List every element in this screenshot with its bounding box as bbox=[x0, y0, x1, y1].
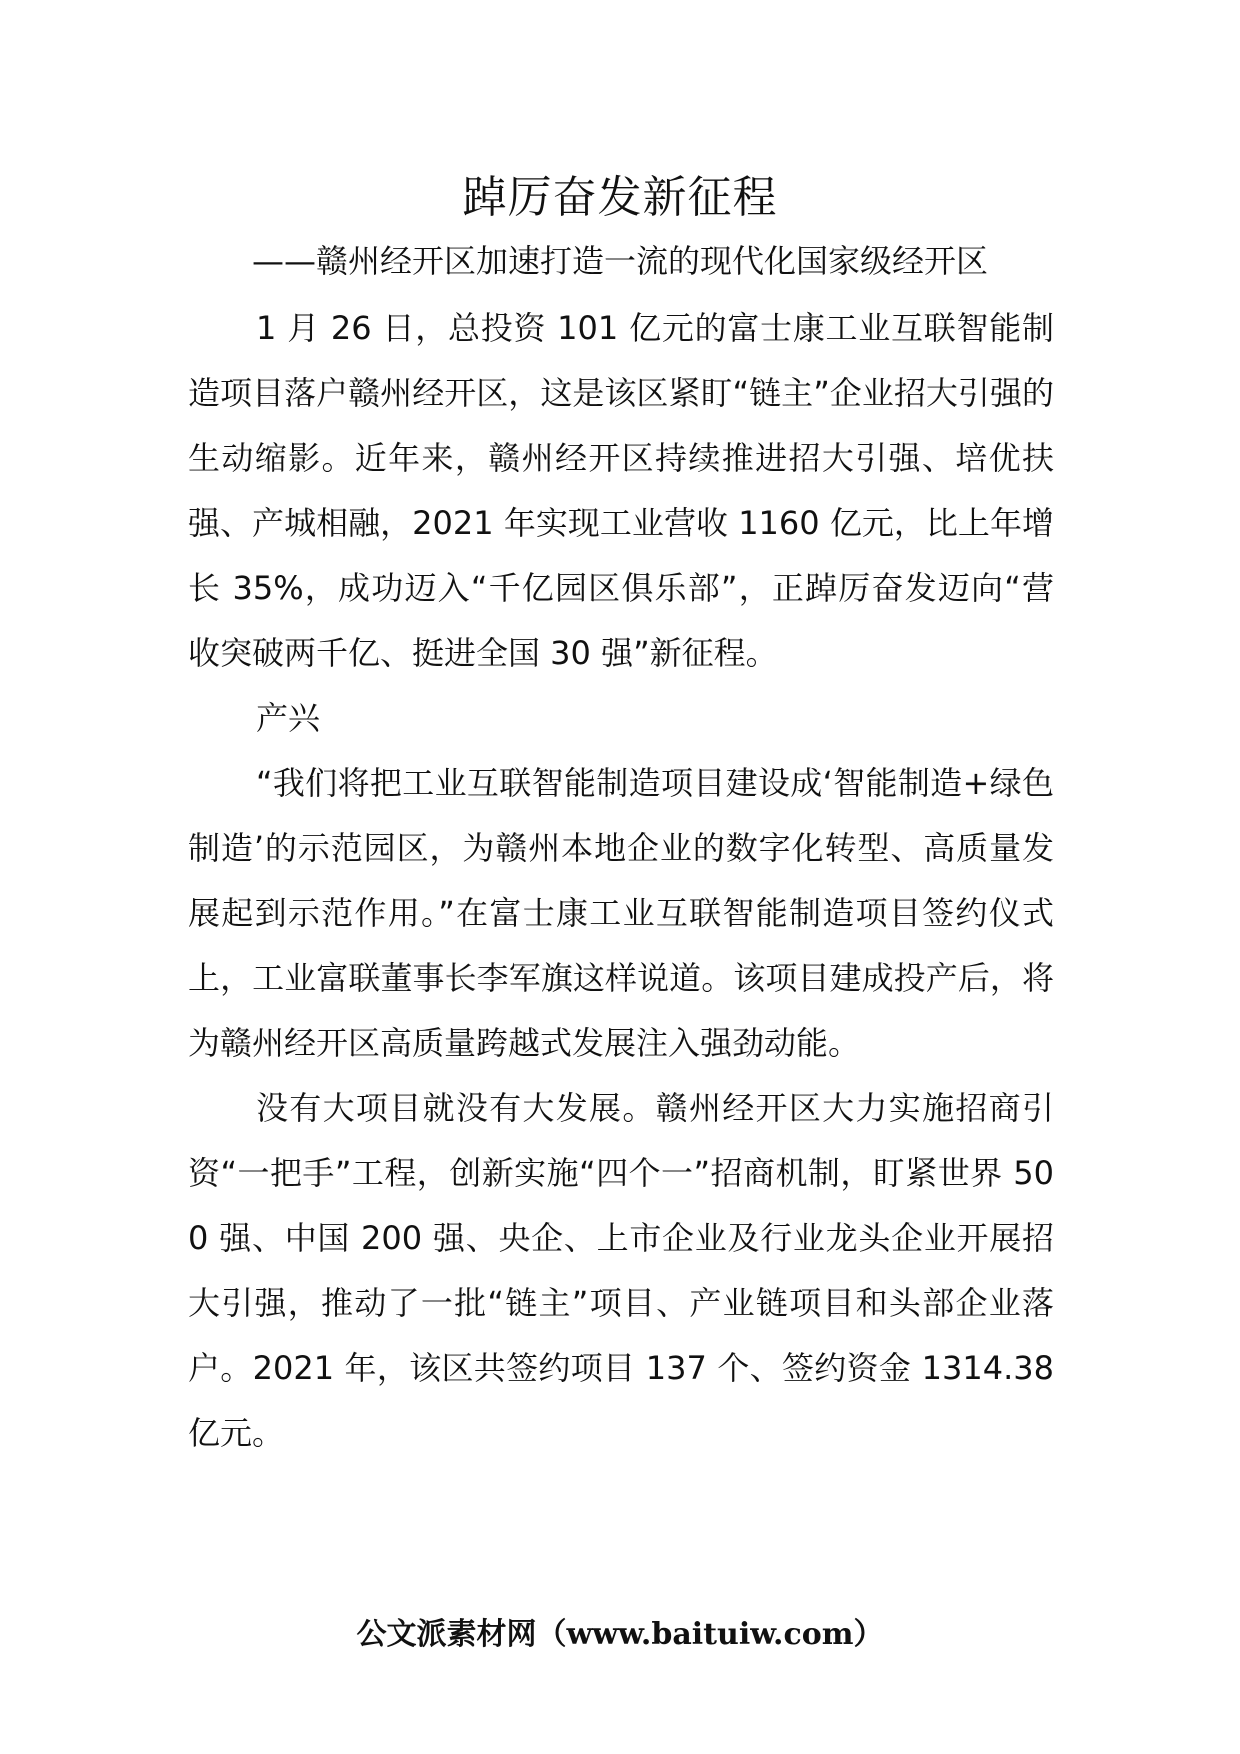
paragraph-investment: 没有大项目就没有大发展。赣州经开区大力实施招商引资“一把手”工程，创新实施“四个一”招商机制，盯紧世界 500 强、中国 200 强、央企、上市企业及行业龙头企业开展招大引强，推动了一批“链主”项目、产业链项目和头部企业落户。2021 年，该区共签约项目 137 个、签约资金 1314.38 亿元。 bbox=[188, 1089, 1054, 1452]
document-subtitle: ——赣州经开区加速打造一流的现代化国家级经开区 bbox=[251, 242, 988, 280]
footer-source: 公文派素材网（www.baituiw.com） bbox=[356, 1617, 884, 1652]
paragraph-quote: “我们将把工业互联智能制造项目建设成‘智能制造+绿色制造’的示范园区，为赣州本地企业的数字化转型、高质量发展起到示范作用。”在富士康工业互联智能制造项目签约仪式上，工业富联董事长李军旗这样说道。该项目建成投产后，将为赣州经开区高质量跨越式发展注入强劲动能。 bbox=[188, 764, 1054, 1062]
section-heading: 产兴 bbox=[256, 699, 321, 737]
document-title: 踔厉奋发新征程 bbox=[462, 172, 778, 223]
paragraph-intro: 1 月 26 日，总投资 101 亿元的富士康工业互联智能制造项目落户赣州经开区，这是该区紧盯“链主”企业招大引强的生动缩影。近年来，赣州经开区持续推进招大引强、培优扶强、产城相融，2021 年实现工业营收 1160 亿元，比上年增长 35%，成功迈入“千亿园区俱乐部”，正踔厉奋发迈向“营收突破两千亿、挺进全国 30 强”新征程。 bbox=[188, 309, 1054, 672]
document-body bbox=[188, 296, 1054, 1466]
